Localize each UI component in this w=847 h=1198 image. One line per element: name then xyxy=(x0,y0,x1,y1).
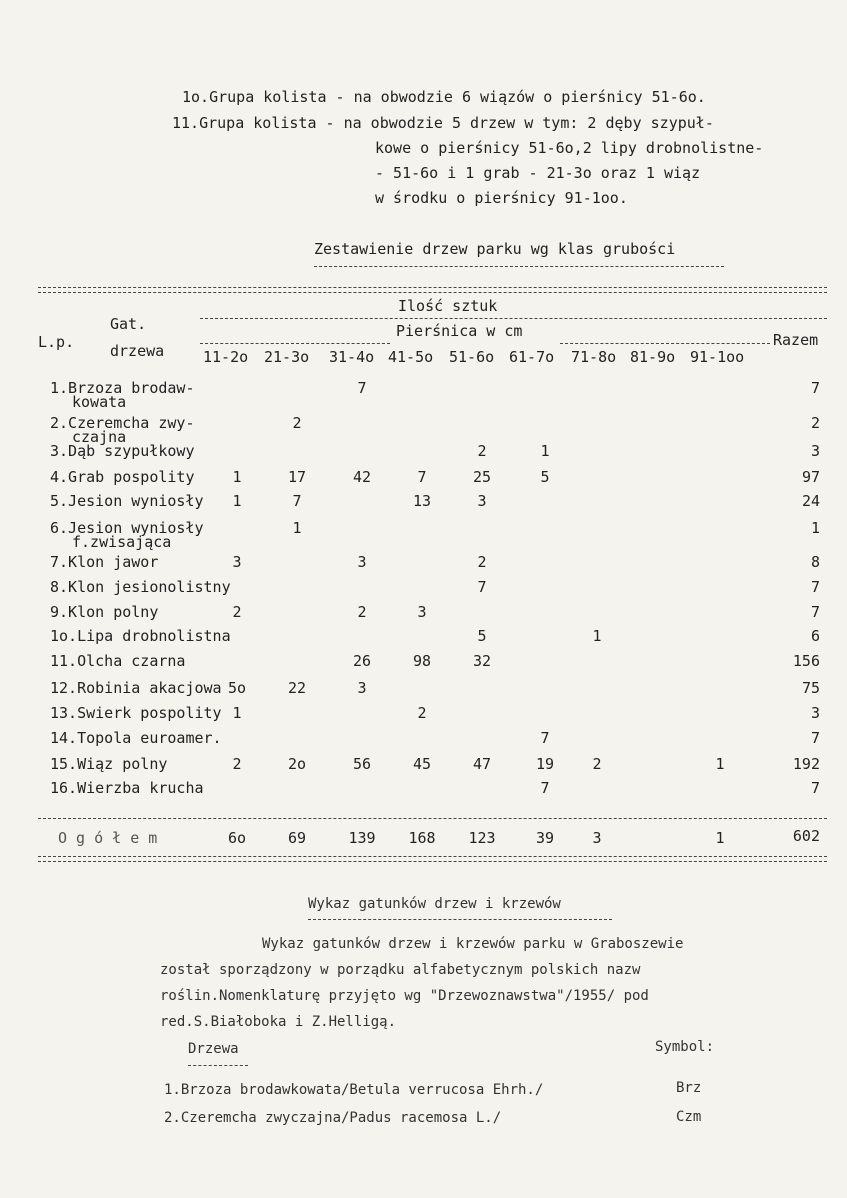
header-rule-1 xyxy=(200,318,827,319)
row-count-cell: 45 xyxy=(412,755,432,773)
row-species-name: 6.Jesion wyniosły xyxy=(50,519,204,537)
row-species-name: 11.Olcha czarna xyxy=(50,652,186,670)
row-count-cell: 2 xyxy=(232,603,242,621)
row-count-cell: 2 xyxy=(292,414,302,432)
row-count-cell: 1 xyxy=(715,755,725,773)
row-count-cell: 1 xyxy=(232,468,242,486)
row-total: 7 xyxy=(810,729,820,747)
header-lp: L.p. xyxy=(38,333,75,351)
row-species-name: 12.Robinia akacjowa xyxy=(50,679,222,697)
row-count-cell: 1 xyxy=(232,704,242,722)
header-ilosc: Ilość sztuk xyxy=(398,297,498,315)
row-count-cell: 13 xyxy=(412,492,432,510)
row-total: 156 xyxy=(792,652,820,670)
row-total: 1 xyxy=(810,519,820,537)
intro-line-5: w środku o pierśnicy 91-1oo. xyxy=(375,189,628,207)
species-item-name: 1.Brzoza brodawkowata/Betula verrucosa Ehrh./ xyxy=(164,1082,544,1098)
row-total: 75 xyxy=(801,679,820,697)
row-count-cell: 3 xyxy=(357,679,367,697)
row-count-cell: 3 xyxy=(417,603,427,621)
row-count-cell: 2o xyxy=(287,755,307,773)
row-count-cell: 5 xyxy=(477,627,487,645)
class-header: 91-1oo xyxy=(690,348,745,366)
row-count-cell: 7 xyxy=(477,578,487,596)
totals-cell: 123 xyxy=(468,829,496,847)
class-header: 51-6o xyxy=(449,348,495,366)
row-count-cell: 3 xyxy=(357,553,367,571)
row-total: 24 xyxy=(801,492,820,510)
row-species-name: 4.Grab pospolity xyxy=(50,468,195,486)
header-drzewa: drzewa xyxy=(110,342,165,360)
section2-para-2: został sporządzony w porządku alfabetycznym polskich nazw xyxy=(160,962,641,978)
row-count-cell: 42 xyxy=(352,468,372,486)
row-count-cell: 1 xyxy=(592,627,602,645)
row-count-cell: 1 xyxy=(292,519,302,537)
section2-para-1: Wykaz gatunków drzew i krzewów parku w Graboszewie xyxy=(262,936,684,952)
col-symbol: Symbol: xyxy=(655,1039,715,1055)
row-species-name: 5.Jesion wyniosły xyxy=(50,492,204,510)
totals-label: O g ó ł e m xyxy=(58,829,158,847)
row-total: 3 xyxy=(810,704,820,722)
totals-cell: 1 xyxy=(715,829,725,847)
title-underline xyxy=(314,266,724,267)
row-total: 6 xyxy=(810,627,820,645)
row-species-name: 1.Brzoza brodaw- xyxy=(50,379,195,397)
totals-cell: 168 xyxy=(408,829,436,847)
header-gat: Gat. xyxy=(110,315,147,333)
header-piersnica: Pierśnica w cm xyxy=(396,322,523,340)
intro-line-1: 1o.Grupa kolista - na obwodzie 6 wiązów o pierśnicy 51-6o. xyxy=(182,88,706,106)
intro-line-2: 11.Grupa kolista - na obwodzie 5 drzew w tym: 2 dęby szypuł- xyxy=(172,114,714,132)
header-rule-2a xyxy=(200,343,390,344)
row-total: 7 xyxy=(810,603,820,621)
row-count-cell: 7 xyxy=(417,468,427,486)
row-count-cell: 26 xyxy=(352,652,372,670)
row-total: 8 xyxy=(810,553,820,571)
species-item-symbol: Brz xyxy=(676,1080,702,1096)
row-count-cell: 3 xyxy=(477,492,487,510)
class-header: 71-8o xyxy=(571,348,617,366)
row-count-cell: 1 xyxy=(540,442,550,460)
row-count-cell: 56 xyxy=(352,755,372,773)
class-header: 41-5o xyxy=(388,348,434,366)
row-count-cell: 5o xyxy=(227,679,247,697)
grand-total: 602 xyxy=(792,827,820,845)
row-count-cell: 2 xyxy=(477,442,487,460)
totals-cell: 3 xyxy=(592,829,602,847)
row-species-name: 2.Czeremcha zwy- xyxy=(50,414,195,432)
row-count-cell: 22 xyxy=(287,679,307,697)
row-species-name: 9.Klon polny xyxy=(50,603,159,621)
class-header: 21-3o xyxy=(264,348,310,366)
row-total: 192 xyxy=(792,755,820,773)
class-header: 81-9o xyxy=(630,348,676,366)
section2-para-4: red.S.Białoboka i Z.Helligą. xyxy=(160,1014,397,1030)
row-count-cell: 32 xyxy=(472,652,492,670)
section2-title: Wykaz gatunków drzew i krzewów xyxy=(308,896,561,912)
row-total: 7 xyxy=(810,779,820,797)
row-total: 97 xyxy=(801,468,820,486)
table-top-rule xyxy=(38,287,827,293)
row-total: 7 xyxy=(810,379,820,397)
class-header: 11-2o xyxy=(203,348,249,366)
row-count-cell: 2 xyxy=(477,553,487,571)
row-species-name: 15.Wiąz polny xyxy=(50,755,168,773)
row-total: 2 xyxy=(810,414,820,432)
row-species-name: 13.Swierk pospolity xyxy=(50,704,222,722)
row-species-name: 8.Klon jesionolistny xyxy=(50,578,231,596)
intro-line-4: - 51-6o i 1 grab - 21-3o oraz 1 wiąz xyxy=(375,164,701,182)
row-total: 7 xyxy=(810,578,820,596)
row-count-cell: 7 xyxy=(540,729,550,747)
table-title: Zestawienie drzew parku wg klas grubości xyxy=(314,240,676,258)
row-count-cell: 5 xyxy=(540,468,550,486)
header-razem: Razem xyxy=(773,331,819,349)
totals-cell: 139 xyxy=(348,829,376,847)
header-rule-2b xyxy=(560,343,770,344)
row-count-cell: 7 xyxy=(357,379,367,397)
intro-line-3: kowe o pierśnicy 51-6o,2 lipy drobnolistne- xyxy=(375,139,764,157)
row-count-cell: 1 xyxy=(232,492,242,510)
section2-underline xyxy=(308,919,612,920)
row-count-cell: 3 xyxy=(232,553,242,571)
row-species-name: 1o.Lipa drobnolistna xyxy=(50,627,231,645)
row-species-name: 7.Klon jawor xyxy=(50,553,159,571)
row-species-name-cont: kowata xyxy=(72,393,127,411)
row-count-cell: 19 xyxy=(535,755,555,773)
row-count-cell: 25 xyxy=(472,468,492,486)
row-count-cell: 2 xyxy=(357,603,367,621)
class-header: 31-4o xyxy=(329,348,375,366)
row-count-cell: 7 xyxy=(292,492,302,510)
col-drzewa: Drzewa xyxy=(188,1041,239,1057)
col-drzewa-underline xyxy=(188,1065,248,1066)
row-species-name: 14.Topola euroamer. xyxy=(50,729,222,747)
row-species-name-cont: f.zwisająca xyxy=(72,533,172,551)
row-count-cell: 17 xyxy=(287,468,307,486)
totals-cell: 39 xyxy=(535,829,555,847)
section2-para-3: roślin.Nomenklaturę przyjęto wg "Drzewoznawstwa"/1955/ pod xyxy=(160,988,649,1004)
totals-cell: 69 xyxy=(287,829,307,847)
row-species-name-cont: czajna xyxy=(72,428,127,446)
class-header: 61-7o xyxy=(509,348,555,366)
row-species-name: 16.Wierzba krucha xyxy=(50,779,204,797)
species-item-name: 2.Czeremcha zwyczajna/Padus racemosa L./ xyxy=(164,1110,502,1126)
table-bottom-rule xyxy=(38,856,827,862)
totals-cell: 6o xyxy=(227,829,247,847)
row-count-cell: 98 xyxy=(412,652,432,670)
row-count-cell: 2 xyxy=(232,755,242,773)
totals-rule xyxy=(38,818,827,819)
row-count-cell: 47 xyxy=(472,755,492,773)
species-item-symbol: Czm xyxy=(676,1109,702,1125)
row-count-cell: 2 xyxy=(417,704,427,722)
row-species-name: 3.Dąb szypułkowy xyxy=(50,442,195,460)
row-count-cell: 2 xyxy=(592,755,602,773)
row-count-cell: 7 xyxy=(540,779,550,797)
row-total: 3 xyxy=(810,442,820,460)
